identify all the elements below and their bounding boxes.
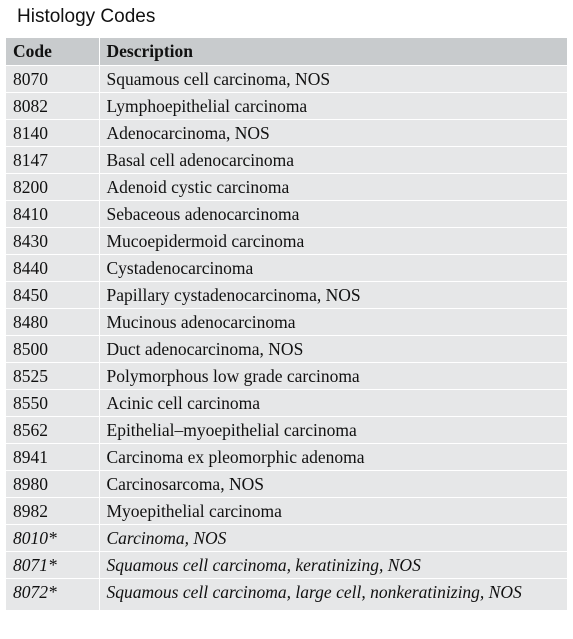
row-code: 8982	[6, 498, 99, 525]
row-code: 8082	[6, 93, 99, 120]
table-row	[6, 93, 567, 120]
table-row	[6, 363, 567, 390]
row-description: Squamous cell carcinoma, large cell, nonkeratinizing, NOS	[99, 579, 567, 611]
row-code: 8941	[6, 444, 99, 471]
page-title: Histology Codes	[17, 6, 156, 27]
row-code: 8200	[6, 174, 99, 201]
row-code: 8440	[6, 255, 99, 282]
table-row	[6, 336, 567, 363]
row-description: Basal cell adenocarcinoma	[99, 147, 567, 174]
table-row	[6, 120, 567, 147]
row-description: Lymphoepithelial carcinoma	[99, 93, 567, 120]
row-code: 8430	[6, 228, 99, 255]
row-code: 8070	[6, 66, 99, 93]
row-description: Polymorphous low grade carcinoma	[99, 363, 567, 390]
row-description: Squamous cell carcinoma, keratinizing, NOS	[99, 552, 567, 579]
row-description: Adenocarcinoma, NOS	[99, 120, 567, 147]
table-row	[6, 228, 567, 255]
row-description: Papillary cystadenocarcinoma, NOS	[99, 282, 567, 309]
row-code: 8500	[6, 336, 99, 363]
column-header-code: Code	[6, 38, 99, 66]
row-code: 8010*	[6, 525, 99, 552]
row-description: Duct adenocarcinoma, NOS	[99, 336, 567, 363]
row-code: 8550	[6, 390, 99, 417]
histology-codes-table	[6, 38, 567, 611]
row-code: 8147	[6, 147, 99, 174]
row-code: 8480	[6, 309, 99, 336]
table-row	[6, 390, 567, 417]
row-code: 8071*	[6, 552, 99, 579]
column-header-description: Description	[99, 38, 567, 66]
row-code: 8140	[6, 120, 99, 147]
row-description: Myoepithelial carcinoma	[99, 498, 567, 525]
row-code: 8562	[6, 417, 99, 444]
row-description: Carcinosarcoma, NOS	[99, 471, 567, 498]
row-description: Adenoid cystic carcinoma	[99, 174, 567, 201]
table-row	[6, 282, 567, 309]
table-row	[6, 255, 567, 282]
row-description: Squamous cell carcinoma, NOS	[99, 66, 567, 93]
table-row	[6, 66, 567, 93]
table-row	[6, 525, 567, 552]
table-row	[6, 579, 567, 611]
row-description: Carcinoma ex pleomorphic adenoma	[99, 444, 567, 471]
table-row	[6, 147, 567, 174]
row-code: 8410	[6, 201, 99, 228]
row-code: 8980	[6, 471, 99, 498]
row-description: Cystadenocarcinoma	[99, 255, 567, 282]
table-body	[6, 66, 567, 611]
row-code: 8525	[6, 363, 99, 390]
table-row	[6, 498, 567, 525]
row-description: Epithelial–myoepithelial carcinoma	[99, 417, 567, 444]
table-row	[6, 417, 567, 444]
table-row	[6, 174, 567, 201]
table-row	[6, 471, 567, 498]
table-row	[6, 309, 567, 336]
table-header-row	[6, 38, 567, 66]
row-description: Mucinous adenocarcinoma	[99, 309, 567, 336]
row-description: Mucoepidermoid carcinoma	[99, 228, 567, 255]
table-row	[6, 552, 567, 579]
table-row	[6, 201, 567, 228]
table-row	[6, 444, 567, 471]
row-description: Carcinoma, NOS	[99, 525, 567, 552]
row-description: Acinic cell carcinoma	[99, 390, 567, 417]
row-code: 8450	[6, 282, 99, 309]
row-description: Sebaceous adenocarcinoma	[99, 201, 567, 228]
row-code: 8072*	[6, 579, 99, 611]
